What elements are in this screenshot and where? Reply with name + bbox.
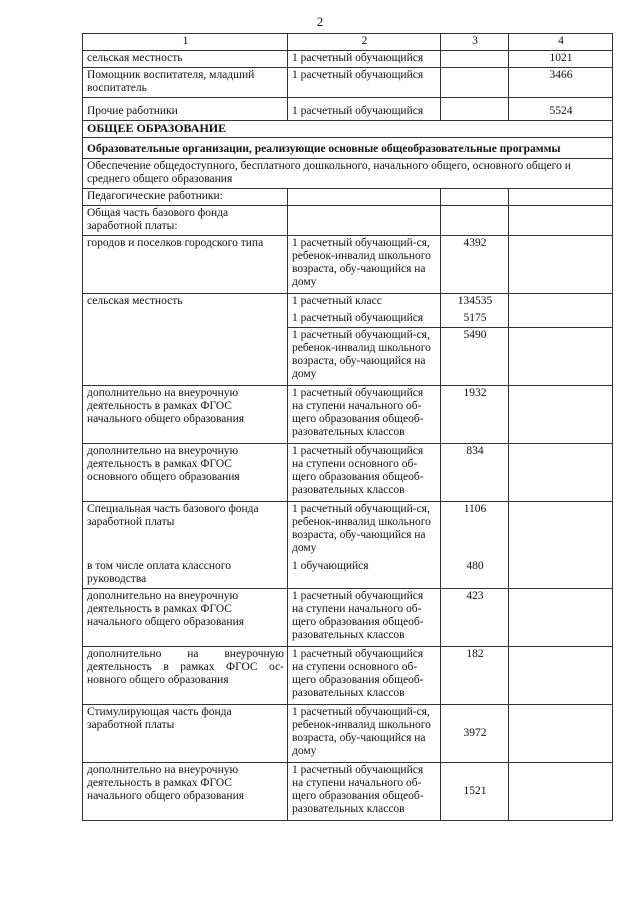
category-cell: сельская местность	[83, 51, 288, 68]
value-cell-col4	[509, 589, 613, 647]
table-row	[83, 68, 613, 98]
category-cell	[83, 328, 288, 386]
section-row	[83, 121, 613, 138]
rates-table	[82, 33, 613, 821]
value-cell-col3	[441, 294, 509, 328]
column-header: 1	[83, 34, 288, 51]
column-header: 4	[509, 34, 613, 51]
subsection-title: Образовательные организации, реализующие основные общеобразовательные программы	[83, 138, 613, 159]
value-cell-col3: 1106	[441, 502, 509, 560]
category-cell: в том числе оплата классного руководства	[83, 559, 288, 589]
value-cell-col4	[509, 559, 613, 589]
column-header: 3	[441, 34, 509, 51]
unit-cell: 1 расчетный обучающийся на ступени начального об-щего образования общеоб-разовательных классов	[288, 386, 441, 444]
unit-cell: 1 расчетный обучающийся	[288, 51, 441, 68]
column-header-row	[83, 34, 613, 51]
value-cell-col3	[441, 189, 509, 206]
unit-cell: 1 расчетный обучающийся	[288, 68, 441, 98]
value-cell-col3	[441, 51, 509, 68]
table-row	[83, 98, 613, 121]
category-cell: сельская местность	[83, 294, 288, 328]
table-row	[83, 206, 613, 236]
category-cell: дополнительно на внеурочную деятельность в рамках ФГОС основного общего образования	[83, 444, 288, 502]
value-cell-col3: 3972	[441, 705, 509, 763]
unit-cell: 1 расчетный обучающий-ся, ребенок-инвалид школьного возраста, обу-чающийся на дому	[288, 236, 441, 294]
page-number: 2	[316, 14, 324, 29]
unit-cell: 1 обучающийся	[288, 559, 441, 589]
column-header: 2	[288, 34, 441, 51]
unit-cell: 1 расчетный обучающийся на ступени основного об-щего образования общеоб-разовательных классов	[288, 647, 441, 705]
provision-row	[83, 159, 613, 189]
value-cell-col3	[441, 68, 509, 98]
value-cell-col3: 423	[441, 589, 509, 647]
category-cell: Прочие работники	[83, 98, 288, 121]
category-cell: Общая часть базового фонда заработной платы:	[83, 206, 288, 236]
value-cell-col4	[509, 236, 613, 294]
table-row	[83, 294, 613, 328]
category-cell: дополнительно на внеурочную деятельность в рамках ФГОС начального общего образования	[83, 589, 288, 647]
unit-cell	[288, 189, 441, 206]
table-row	[83, 386, 613, 444]
table-row	[83, 502, 613, 560]
table-row	[83, 559, 613, 589]
category-cell	[83, 502, 288, 560]
category-line: Специальная часть базового фонда заработной платы	[87, 503, 259, 528]
table-row	[83, 444, 613, 502]
unit-line: 1 расчетный обучающийся	[292, 312, 424, 324]
value-cell-col3: 1521	[441, 763, 509, 821]
unit-cell: 1 расчетный обучающийся	[288, 98, 441, 121]
unit-cell: 1 расчетный обучающий-ся, ребенок-инвалид школьного возраста, обу-чающийся на дому	[288, 502, 441, 560]
value-cell-col3: 4392	[441, 236, 509, 294]
value-cell-col4: 3466	[509, 68, 613, 98]
unit-cell: 1 расчетный обучающийся на ступени начального об-щего образования общеоб-разовательных классов	[288, 589, 441, 647]
table-row	[83, 236, 613, 294]
unit-cell: 1 расчетный обучающий-ся, ребенок-инвалид школьного возраста, обу-чающийся на дому	[288, 328, 441, 386]
value-line: 134535	[457, 295, 493, 307]
value-cell-col3: 5490	[441, 328, 509, 386]
unit-cell	[288, 294, 441, 328]
value-cell-col4	[509, 444, 613, 502]
value-cell-col4	[509, 294, 613, 328]
table-row	[83, 647, 613, 705]
value-cell-col4	[509, 647, 613, 705]
category-cell: Педагогические работники:	[83, 189, 288, 206]
category-cell: дополнительно на внеурочную деятельность в рамках ФГОС начального общего образования	[83, 763, 288, 821]
value-cell-col3: 480	[441, 559, 509, 589]
value-cell-col4	[509, 502, 613, 560]
value-cell-col3	[441, 98, 509, 121]
subsection-row	[83, 138, 613, 159]
table-row	[83, 589, 613, 647]
value-cell-col4	[509, 705, 613, 763]
unit-cell: 1 расчетный обучающийся на ступени начального об-щего образования общеоб-разовательных классов	[288, 763, 441, 821]
table-row	[83, 189, 613, 206]
value-cell-col3	[441, 206, 509, 236]
value-cell-col3: 1932	[441, 386, 509, 444]
value-cell-col4	[509, 206, 613, 236]
category-cell: Стимулирующая часть фонда заработной платы	[83, 705, 288, 763]
table-row	[83, 763, 613, 821]
unit-line: 1 расчетный класс	[292, 295, 382, 307]
category-cell: дополнительно на внеурочную деятельность в рамках ФГОС начального общего образования	[83, 386, 288, 444]
value-cell-col4	[509, 189, 613, 206]
section-title: ОБЩЕЕ ОБРАЗОВАНИЕ	[83, 121, 613, 138]
table-row	[83, 705, 613, 763]
value-cell-col4	[509, 386, 613, 444]
category-cell: дополнительно на внеурочную деятельность в рамках ФГОС ос-новного общего образования	[83, 647, 288, 705]
category-cell: городов и поселков городского типа	[83, 236, 288, 294]
category-cell: Помощник воспитателя, младший воспитатель	[83, 68, 288, 98]
value-cell-col4: 1021	[509, 51, 613, 68]
unit-cell: 1 расчетный обучающийся на ступени основного об-щего образования общеоб-разовательных классов	[288, 444, 441, 502]
value-cell-col4: 5524	[509, 98, 613, 121]
value-line: 5175	[463, 312, 487, 324]
table-row	[83, 328, 613, 386]
value-cell-col4	[509, 328, 613, 386]
value-cell-col4	[509, 763, 613, 821]
value-cell-col3: 834	[441, 444, 509, 502]
provision-text: Обеспечение общедоступного, бесплатного дошкольного, начального общего, основного общего и среднего общего образования	[83, 159, 613, 189]
table-row	[83, 51, 613, 68]
unit-cell	[288, 206, 441, 236]
unit-cell: 1 расчетный обучающий-ся, ребенок-инвалид школьного возраста, обу-чающийся на дому	[288, 705, 441, 763]
value-cell-col3: 182	[441, 647, 509, 705]
